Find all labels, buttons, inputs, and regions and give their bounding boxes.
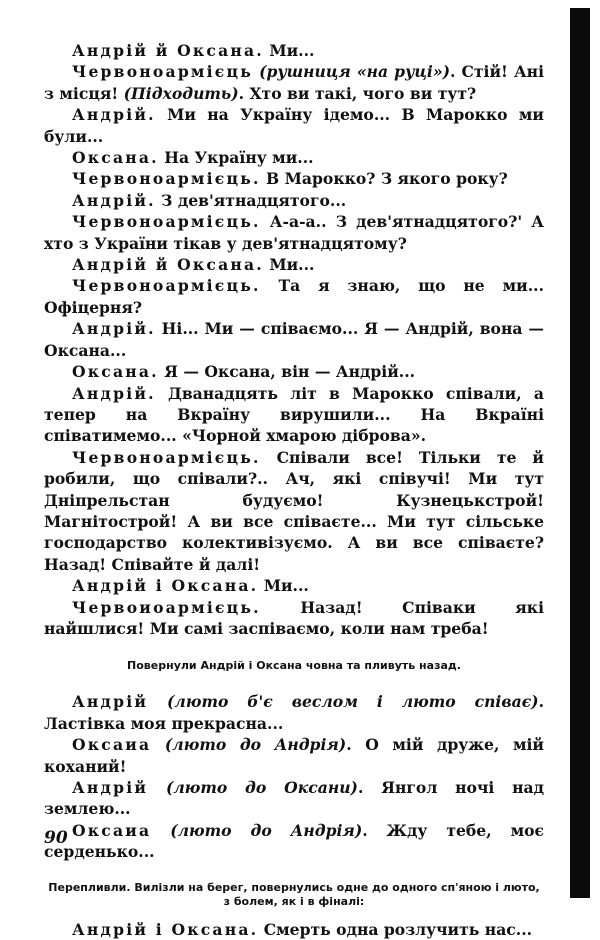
stage-remark: (рушниця «на руці») xyxy=(259,62,450,82)
dialogue-block-1 xyxy=(44,40,544,639)
dialogue-line xyxy=(44,734,544,777)
line-text: Назад! Співаки які найшлися! Ми самі заспіваємо, коли нам треба! xyxy=(44,597,544,638)
dialogue-line xyxy=(44,318,544,361)
speaker-name: Андрій і Оксана. xyxy=(72,919,259,939)
dialogue-line xyxy=(44,597,544,640)
speaker-name: Андрій і Оксана. xyxy=(72,576,259,596)
speaker-name: Андрій й Оксана. xyxy=(72,255,264,275)
dialogue-line xyxy=(44,919,544,940)
speaker-name: Червоноармієць. xyxy=(72,447,261,467)
speaker-name: Червоноармієць xyxy=(72,62,253,82)
speaker-name: Андрій. xyxy=(72,383,156,403)
line-text: . Стій! Ані з місця! xyxy=(44,62,544,103)
stage-direction-2: Перепливли. Вилізли на берег, повернулись одне до одного сп'яною і люто, з болем, як і в фіналі: xyxy=(48,880,540,908)
dialogue-line xyxy=(44,211,544,254)
line-text: Смерть одна розлучить нас... xyxy=(258,919,533,939)
stage-remark: (люто до Андрія) xyxy=(170,820,363,840)
speaker-name: Червоноармієць. xyxy=(72,212,261,232)
line-text: . Хто ви такі, чого ви тут? xyxy=(238,83,477,103)
dialogue-line xyxy=(44,147,544,168)
line-text: А-а-а.. З дев'ятнадцятого?' А хто з України тікав у дев'ятнадцятому? xyxy=(44,212,544,253)
line-text xyxy=(148,692,167,711)
stage-remark: (Підходить) xyxy=(123,83,239,103)
speaker-name: Андрій. xyxy=(72,319,156,339)
stage-direction-1: Повернули Андрій і Оксана човна та пливуть назад. xyxy=(127,659,461,673)
line-text: Ми... xyxy=(263,41,315,60)
line-text xyxy=(148,778,166,797)
line-text: . Янгол ночі над землею... xyxy=(44,778,545,819)
dialogue-block-2 xyxy=(44,691,544,862)
speaker-name: Андрій й Оксана. xyxy=(72,41,264,60)
speaker-name: Андрій. xyxy=(72,105,156,125)
dialogue-line xyxy=(44,777,544,820)
line-text: Ми... xyxy=(263,255,315,275)
speaker-name: Червоиоармієць. xyxy=(72,597,261,617)
dialogue-line xyxy=(44,254,544,275)
line-text: Ми на Україну ідемо... В Марокко ми були... xyxy=(44,105,544,146)
dialogue-line xyxy=(44,820,544,863)
dialogue-line xyxy=(44,691,544,734)
line-text: Дванадцять літ в Марокко співали, а тепер на Вкраїну вирушили... На Вкраїні співатимемо... «Чорной хмарою діброва». xyxy=(44,383,544,446)
line-text: Ні... Ми — співаємо... Я — Андрій, вона — Оксана... xyxy=(44,319,544,360)
speaker-name: Оксаиа xyxy=(72,735,152,755)
dialogue-line xyxy=(44,61,544,104)
scan-edge-bar xyxy=(570,8,590,898)
line-text: Та я знаю, що не ми... Офіцерня? xyxy=(44,276,544,317)
speaker-name: Оксаиа xyxy=(72,820,152,840)
dialogue-line xyxy=(44,104,544,147)
line-text xyxy=(151,821,170,840)
stage-remark: (люто б'є веслом і люто співає) xyxy=(167,692,539,712)
line-text: Я — Оксана, він — Андрій... xyxy=(158,362,416,382)
line-text xyxy=(151,735,165,754)
dialogue-line xyxy=(44,190,544,211)
dialogue-line xyxy=(44,40,544,61)
page-number: 90 xyxy=(44,828,68,848)
speaker-name: Андрій xyxy=(72,692,149,712)
dialogue-line xyxy=(44,575,544,596)
speaker-name: Оксана. xyxy=(72,148,159,168)
line-text: . О мій друже, мій коханий! xyxy=(44,735,544,776)
stage-remark: (люто до Оксани) xyxy=(165,778,358,797)
dialogue-line xyxy=(44,275,544,318)
dialogue-block-3 xyxy=(44,919,544,940)
stage-remark: (люто до Андрія) xyxy=(164,735,347,755)
dialogue-line xyxy=(44,383,544,447)
line-text: З дев'ятнадцятого... xyxy=(155,190,347,210)
dialogue-line xyxy=(44,361,544,382)
line-text: На Україну ми... xyxy=(158,148,314,168)
speaker-name: Червоноармієць. xyxy=(72,276,261,296)
speaker-name: Червоноармієць. xyxy=(72,169,261,189)
dialogue-line xyxy=(44,447,544,575)
speaker-name: Оксана. xyxy=(72,362,159,382)
line-text: . Жду тебе, моє серденько... xyxy=(44,820,545,862)
line-text: Співали все! Тільки те й робили, що співали?.. Ач, які співучі! Ми тут Дніпрельстан будуємо! Кузнецькстрой! Магнітострой! А ви все співаєте... Ми тут сільське господарство колективізуємо. А ви все співаєте? Назад! Співайте й далі! xyxy=(44,447,544,574)
speaker-name: Андрій xyxy=(72,778,149,797)
line-text: В Марокко? З якого року? xyxy=(260,169,508,189)
speaker-name: Андрій. xyxy=(72,190,156,210)
line-text: Ми... xyxy=(258,576,309,596)
dialogue-line xyxy=(44,168,544,189)
page-body xyxy=(44,40,544,940)
line-text: . Ластівка моя прекрасна... xyxy=(44,692,544,733)
